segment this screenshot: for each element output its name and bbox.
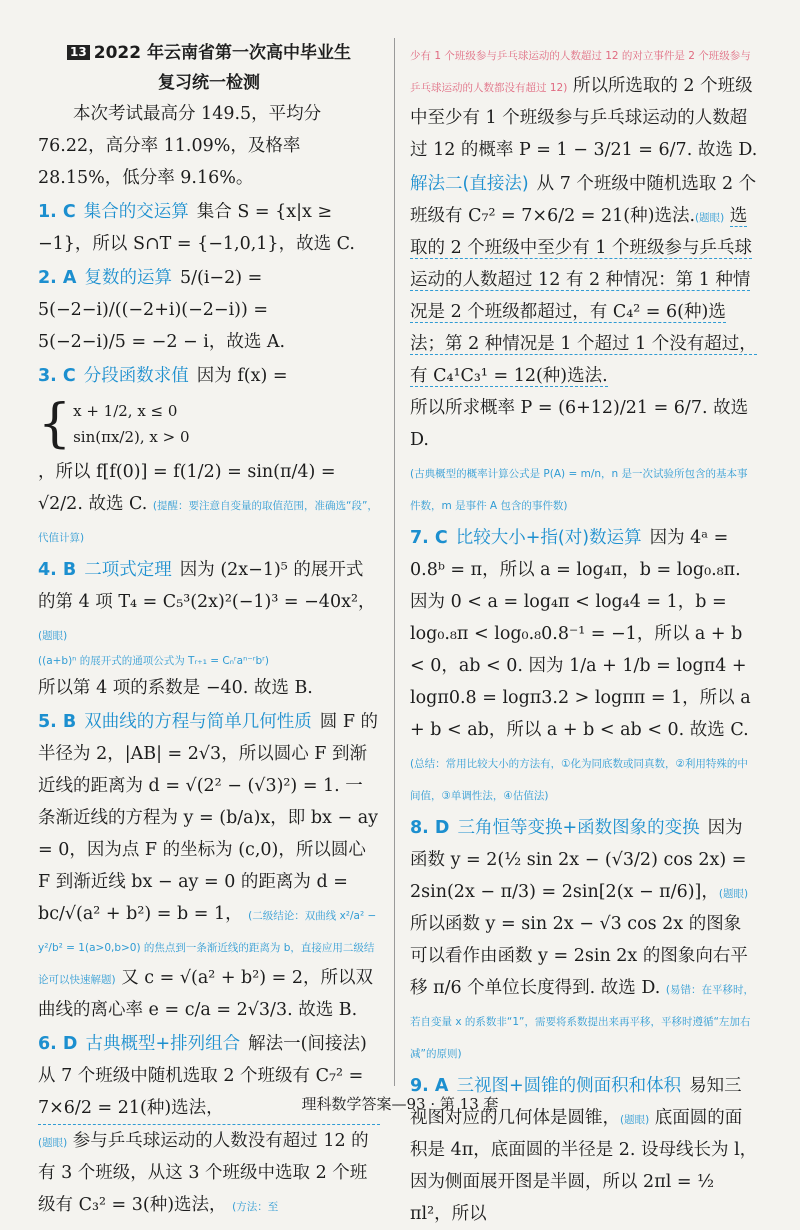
answer-9: 9. A 三视图+圆锥的侧面积和体积 易知三视图对应的几何体是圆锥，(题眼) 底面圆的面积是 4π，底面圆的半径是 2. 设母线长为 l，因为侧面展开图是半圆，所以 2πl = ½ πl²，所以 <box>410 1076 758 1224</box>
exam-title: 13 2022 年云南省第一次高中毕业生 <box>38 38 380 68</box>
page-footer: 理科数学答案—93 · 第 13 套 <box>301 1095 499 1113</box>
answer-1: 1. C 集合的交运算 集合 S = {x|x ≥ −1}，所以 S∩T = {−1,0,1}，故选 C. <box>38 202 355 254</box>
right-column: 少有 1 个班级参与乒乓球运动的人数超过 12 的对立事件是 2 个班级参与乒乓球运动的人数都没有超过 12) 所以所选取的 2 个班级中至少有 1 个班级参与乒乓球运动的人数超过 12 的概率 P = 1 − 3/21 = 6/7. 故选 D. 解法二(直接法) 从 7 个班级中随机选取 2 个班级有 C₇² = 7×6/2 = 21(种)选法.(题眼) 选取的 2 个班级中至少有 1 个班级参与乒乓球运动的人数超过 12 有 2 种情况：第 1 种情况是 2 个班级都超过，有 C₄² = 6(种)选法；第 2 种情况是 1 个超过 1 个没有超过，有 C₄¹C₃¹ = 12(种)选法. 所以所求概率 P = (6+12)/21 = 6/7. 故选 D. (古典概型的概率计算公式是 P(A) = m/n，n 是一次试验所包含的基本事件数，m 是事件 A 包含的事件数) 7. C 比较大小+指(对)数运算 因为 4ᵃ = 0.8ᵇ = π，所以 a = log₄π，b = log₀.₈π. 因为 0 < a = log₄π < log₄4 = 1，b = log₀.₈π < log₀.₈0.8⁻¹ = −1，所以 a + b < 0，ab < 0. 因为 1/a + 1/b = logπ4 + logπ0.8 = logπ3.2 > logππ = 1，所以 a + b < ab，所以 a + b < ab < 0. 故选 C. (总结：常用比较大小的方法有，①化为同底数或同真数，②利用特殊的中间值，③单调性法，④估值法) 8. D 三角恒等变换+函数图象的变换 因为函数 y = 2(½ sin 2x − (√3/2) cos 2x) = 2sin(2x − π/3) = 2sin[2(x − π/6)]，(题眼) 所以函数 y = sin 2x − √3 cos 2x 的图象可以看作由函数 y = 2sin 2x 的图象向右平移 π/6 个单位长度得到. 故选 D. (易错：在平移时，若自变量 x 的系数非“1”，需要将系数提出来再平移，平移时遵循“左加右减”的原则) 9. A 三视图+圆锥的侧面积和体积 易知三视图对应的几何体是圆锥，(题眼) 底面圆的面积是 4π，底面圆的半径是 2. 设母线长为 l，因为侧面展开图是半圆，所以 2πl = ½ πl²，所以 <box>410 38 758 1230</box>
left-brace: { <box>38 394 72 454</box>
tip-note: (提醒：要注意自变量的取值范围，准确选“段”，代值计算) <box>38 500 378 544</box>
answer-6-method-2: 解法二(直接法) 从 7 个班级中随机选取 2 个班级有 C₇² = 7×6/2 = 21(种)选法.(题眼) 选取的 2 个班级中至少有 1 个班级参与乒乓球运动的人数超过 12 有 2 种情况：第 1 种情况是 2 个班级都超过，有 C₄² = 6(种)选法；第 2 种情况是 1 个超过 1 个没有超过，有 C₄¹C₃¹ = 12(种)选法. 所以所求概率 P = (6+12)/21 = 6/7. 故选 D. (古典概型的概率计算公式是 P(A) = m/n，n 是一次试验所包含的基本事件数，m 是事件 A 包含的事件数) <box>410 174 757 512</box>
answer-2: 2. A 复数的运算 5/(i−2) = 5(−2−i)/((−2+i)(−2−i)) = 5(−2−i)/5 = −2 − i，故选 A. <box>38 268 286 352</box>
answer-5: 5. B 双曲线的方程与简单几何性质 圆 F 的半径为 2，|AB| = 2√3，所以圆心 F 到渐近线的距离为 d = √(2² − (√3)²) = 1. 一条渐近线的方程为 y = (b/a)x，即 bx − ay = 0，因为点 F 的坐标为 (c,0)，所以圆心 F 到渐近线 bx − ay = 0 的距离为 d = bc/√(a² + b²) = b = 1， (二级结论：双曲线 x²/a² − y²/b² = 1(a>0,b>0) 的焦点到一条渐近线的距离为 b，直接应用二级结论可以快速解题) 又 c = √(a² + b²) = 2，所以双曲线的离心率 e = c/a = 2√3/3. 故选 B. <box>38 712 379 1020</box>
set-badge: 13 <box>67 45 90 60</box>
answer-8: 8. D 三角恒等变换+函数图象的变换 因为函数 y = 2(½ sin 2x − (√3/2) cos 2x) = 2sin(2x − π/3) = 2sin[2(x − π/6)]，(题眼) 所以函数 y = sin 2x − √3 cos 2x 的图象可以看作由函数 y = 2sin 2x 的图象向右平移 π/6 个单位长度得到. 故选 D. (易错：在平移时，若自变量 x 的系数非“1”，需要将系数提出来再平移，平移时遵循“左加右减”的原则) <box>410 818 755 1060</box>
answer-6: 6. D 古典概型+排列组合 解法一(间接法) 从 7 个班级中随机选取 2 个班级有 C₇² = 7×6/2 = 21(种)选法， (题眼) 参与乒乓球运动的人数没有超过 12 的有 3 个班级，从这 3 个班级中选取 2 个班级有 C₃² = 3(种)选法， (方法：至 <box>38 1028 380 1221</box>
continued-note: 少有 1 个班级参与乒乓球运动的人数超过 12 的对立事件是 2 个班级参与乒乓球运动的人数都没有超过 12) <box>410 50 751 94</box>
exam-subtitle: 复习统一检测 <box>158 73 260 93</box>
left-column <box>38 38 380 1221</box>
column-divider <box>394 38 395 1086</box>
answer-4: 4. B 二项式定理 因为 (2x−1)⁵ 的展开式的第 4 项 T₄ = C₅³(2x)²(−1)³ = −40x²，(题眼) ((a+b)ⁿ 的展开式的通项公式为 Tᵣ₊₁ = Cₙʳaⁿ⁻ʳbʳ) 所以第 4 项的系数是 −40. 故选 B. <box>38 560 376 698</box>
score-stats: 本次考试最高分 149.5，平均分 76.22，高分率 11.09%，及格率 28.15%，低分率 9.16%。 <box>38 104 322 188</box>
piecewise-function: { x + 1/2, x ≤ 0 sin(πx/2), x > 0 <box>38 394 190 454</box>
answer-7: 7. C 比较大小+指(对)数运算 因为 4ᵃ = 0.8ᵇ = π，所以 a = log₄π，b = log₀.₈π. 因为 0 < a = log₄π < log₄4 = 1，b = log₀.₈π < log₀.₈0.8⁻¹ = −1，所以 a + b < 0，ab < 0. 因为 1/a + 1/b = logπ4 + logπ0.8 = logπ3.2 > logππ = 1，所以 a + b < ab，所以 a + b < ab < 0. 故选 C. (总结：常用比较大小的方法有，①化为同底数或同真数，②利用特殊的中间值，③单调性法，④估值法) <box>410 528 751 802</box>
answer-3: 3. C 分段函数求值 因为 f(x) = { x + 1/2, x ≤ 0 sin(πx/2), x > 0 ，所以 f[f(0)] = f(1/2) = sin(π/4) = √2/2. 故选 C. (提醒：要注意自变量的取值范围，准确选“段”，代值计算) <box>38 360 380 552</box>
